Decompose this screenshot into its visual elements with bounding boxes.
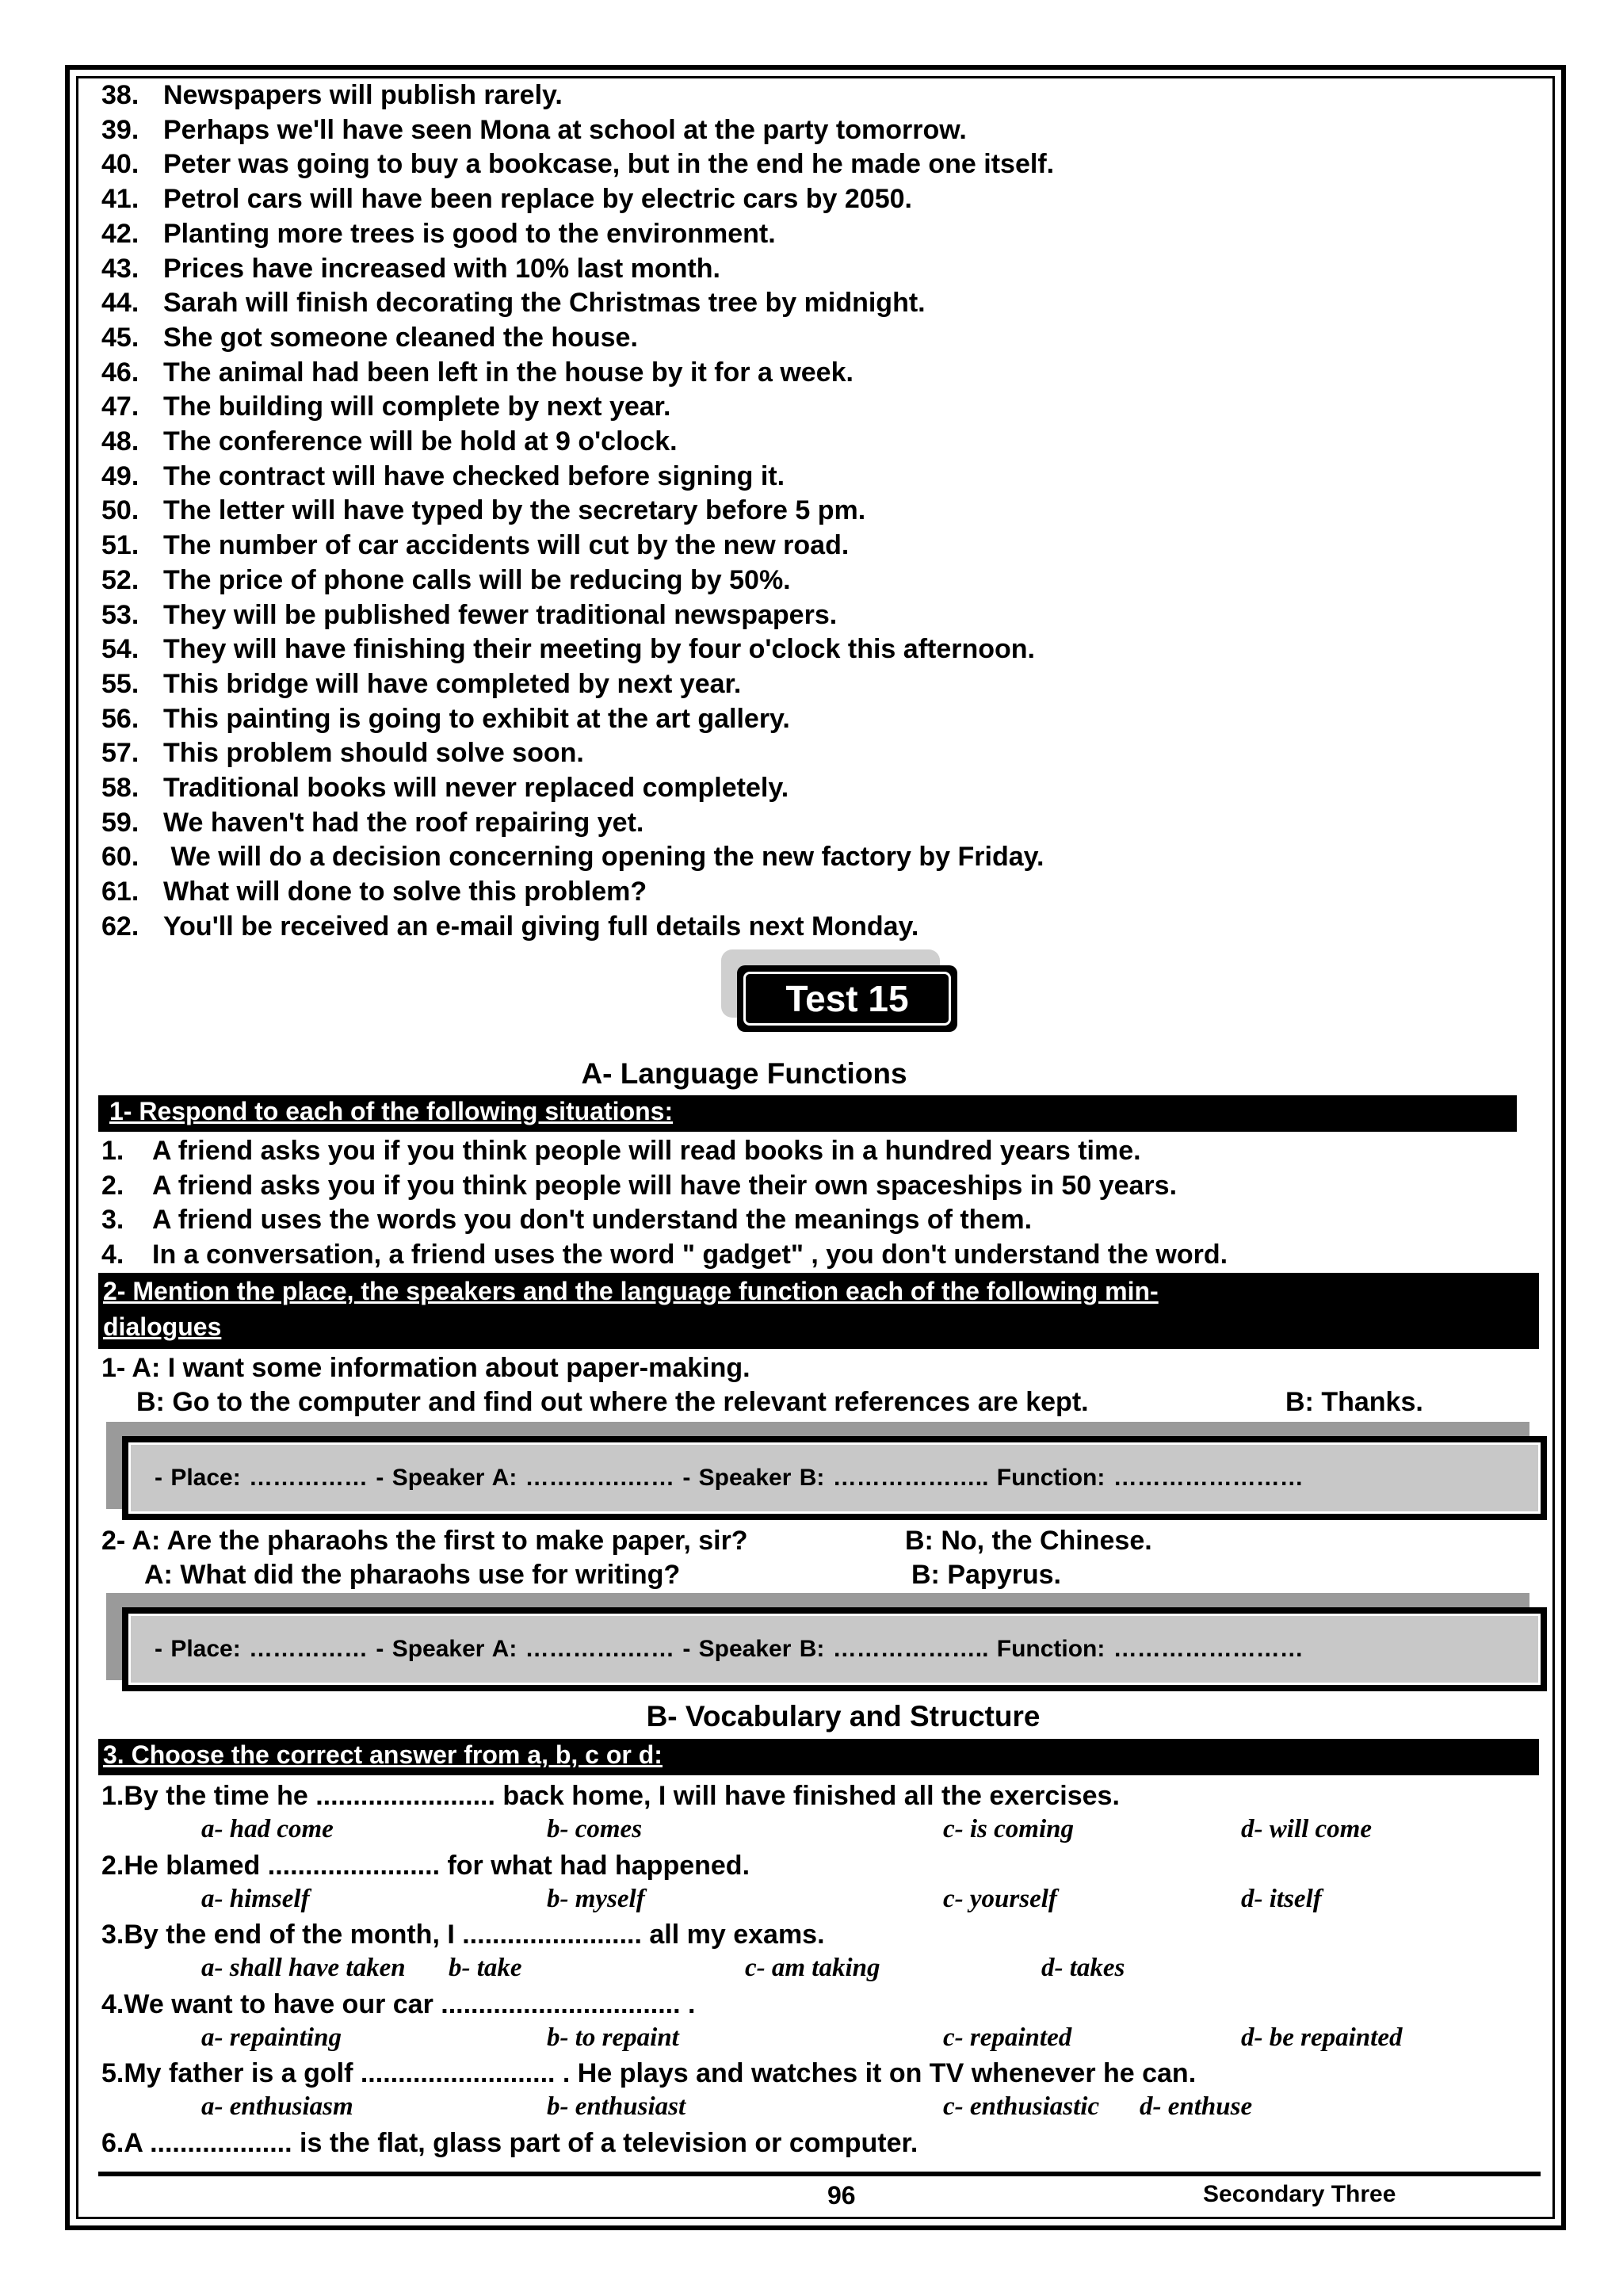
list-item-text: Peter was going to buy a bookcase, but in the end he made one itself.	[163, 149, 1055, 180]
list-item-text: She got someone cleaned the house.	[163, 322, 638, 353]
answer-line-2: - Place: …………… - Speaker A: ………….…… - Speaker B: ……………….. Function: ……………………	[155, 1636, 1304, 1662]
list-item	[101, 633, 1035, 665]
list-item-number: 43.	[101, 253, 139, 284]
list-item-text: This painting is going to exhibit at the art gallery.	[163, 703, 790, 734]
list-item-number: 39.	[101, 114, 139, 145]
list-item-text: This problem should solve soon.	[163, 738, 584, 769]
list-item-number: 51.	[101, 530, 139, 561]
list-item-number: 50.	[101, 495, 139, 526]
mcq-question: 3.By the end of the month, I ........................ all my exams.	[101, 1920, 825, 1950]
list-item-text: Perhaps we'll have seen Mona at school at the party tomorrow.	[163, 114, 967, 145]
q2-header	[98, 1273, 1539, 1349]
test-badge-box	[737, 965, 957, 1032]
mcq-option-d: d- be repainted	[1241, 2023, 1403, 2052]
list-item-number: 40.	[101, 149, 139, 180]
list-item-number: 45.	[101, 322, 139, 353]
list-item-text: Petrol cars will have been replace by electric cars by 2050.	[163, 184, 912, 215]
q2-header-line1: 2- Mention the place, the speakers and the language function each of the following min-	[103, 1277, 1159, 1305]
list-item	[101, 529, 849, 561]
list-item	[101, 391, 670, 422]
footer-label: Secondary Three	[1203, 2181, 1396, 2207]
list-item	[101, 772, 789, 804]
situation-item	[101, 1170, 1177, 1201]
list-item	[101, 253, 720, 285]
list-item-text: We will do a decision concerning opening the new factory by Friday.	[163, 842, 1044, 873]
dialogue1-b2: B: Thanks.	[1285, 1387, 1423, 1417]
situation-number: 4.	[101, 1239, 124, 1270]
mcq-option-c: c- am taking	[745, 1954, 880, 1982]
mcq-option-a: a- had come	[201, 1815, 334, 1843]
list-item-number: 48.	[101, 426, 139, 457]
list-item-text: You'll be received an e-mail giving full details next Monday.	[163, 911, 919, 942]
footer-rule	[98, 2172, 1541, 2176]
dialogue1-a: 1- A: I want some information about paper-making.	[101, 1353, 750, 1383]
situation-item	[101, 1239, 1228, 1270]
list-item-number: 54.	[101, 634, 139, 665]
list-item	[101, 322, 638, 353]
section-a-heading: A- Language Functions	[581, 1057, 907, 1090]
situation-text: In a conversation, a friend uses the word " gadget" , you don't understand the word.	[152, 1239, 1228, 1270]
answer-box-2	[122, 1607, 1547, 1691]
test-title: Test 15	[743, 972, 951, 1026]
mcq-question: 5.My father is a golf .......................... . He plays and watches it on TV whenever he can.	[101, 2058, 1197, 2088]
list-item-number: 52.	[101, 564, 139, 595]
q2-header-line2: dialogues	[103, 1312, 222, 1341]
list-item-number: 49.	[101, 460, 139, 491]
list-item	[101, 148, 1054, 180]
list-item	[101, 287, 926, 319]
mcq-option-c: c- is coming	[943, 1815, 1074, 1843]
list-item-text: Traditional books will never replaced completely.	[163, 773, 789, 803]
q3-header: 3. Choose the correct answer from a, b, c or d:	[98, 1739, 1539, 1775]
list-item-number: 60.	[101, 842, 139, 873]
list-item	[101, 876, 647, 907]
list-item-text: The letter will have typed by the secretary before 5 pm.	[163, 495, 866, 526]
list-item-text: This bridge will have completed by next year.	[163, 668, 742, 699]
mcq-option-a: a- enthusiasm	[201, 2092, 353, 2121]
mcq-option-d: d- enthuse	[1140, 2092, 1253, 2121]
mcq-option-b: b- myself	[547, 1884, 645, 1913]
list-item	[101, 807, 643, 839]
situation-number: 1.	[101, 1136, 124, 1166]
list-item	[101, 218, 776, 250]
list-item-number: 47.	[101, 392, 139, 422]
list-item-text: Newspapers will publish rarely.	[163, 80, 563, 110]
list-item	[101, 911, 918, 942]
situation-item	[101, 1135, 1141, 1167]
list-item-number: 53.	[101, 599, 139, 630]
list-item	[101, 737, 584, 769]
dialogue1-b: B: Go to the computer and find out where the relevant references are kept.	[136, 1387, 1089, 1417]
dialogue2-a2: A: What did the pharaohs use for writing?	[144, 1560, 681, 1590]
situation-text: A friend asks you if you think people will have their own spaceships in 50 years.	[152, 1170, 1178, 1201]
list-item	[101, 183, 912, 215]
list-item	[101, 495, 865, 526]
page-number: 96	[827, 2181, 856, 2210]
list-item-number: 56.	[101, 703, 139, 734]
list-item-number: 41.	[101, 184, 139, 215]
list-item	[101, 114, 967, 146]
list-item-number: 42.	[101, 218, 139, 249]
mcq-question: 2.He blamed ....................... for what had happened.	[101, 1850, 750, 1881]
list-item-text: The animal had been left in the house by it for a week.	[163, 357, 854, 388]
list-item-text: What will done to solve this problem?	[163, 877, 647, 907]
dialogue2-b1: B: No, the Chinese.	[905, 1526, 1152, 1556]
list-item-number: 55.	[101, 668, 139, 699]
list-item	[101, 668, 741, 700]
list-item-text: The conference will be hold at 9 o'clock.	[163, 426, 678, 457]
mcq-option-d: d- will come	[1241, 1815, 1372, 1843]
list-item	[101, 357, 854, 388]
mcq-option-d: d- itself	[1241, 1884, 1322, 1913]
list-item-number: 62.	[101, 911, 139, 942]
answer-line-1: - Place: …………… - Speaker A: ………….…… - Speaker B: ……………….. Function: ……………………	[155, 1465, 1304, 1491]
mcq-option-d: d- takes	[1041, 1954, 1125, 1982]
mcq-option-c: c- enthusiastic	[943, 2092, 1100, 2121]
situation-item	[101, 1204, 1032, 1236]
list-item-text: The number of car accidents will cut by the new road.	[163, 530, 850, 561]
list-item-number: 61.	[101, 877, 139, 907]
mcq-question: 6.A ................... is the flat, glass part of a television or computer.	[101, 2127, 918, 2158]
list-item-number: 59.	[101, 807, 139, 838]
list-item-text: They will be published fewer traditional newspapers.	[163, 599, 838, 630]
q1-header: 1- Respond to each of the following situations:	[98, 1095, 1517, 1132]
list-item-text: We haven't had the roof repairing yet.	[163, 807, 644, 838]
mcq-option-c: c- yourself	[943, 1884, 1057, 1913]
mcq-option-a: a- repainting	[201, 2023, 342, 2052]
mcq-option-a: a- shall have taken	[201, 1954, 406, 1982]
list-item	[101, 460, 785, 492]
list-item-number: 44.	[101, 288, 139, 319]
mcq-question: 1.By the time he ........................ back home, I will have finished all the exercises.	[101, 1781, 1120, 1811]
list-item-number: 46.	[101, 357, 139, 388]
list-item-text: The contract will have checked before signing it.	[163, 460, 785, 491]
list-item-text: They will have finishing their meeting by four o'clock this afternoon.	[163, 634, 1036, 665]
list-item	[101, 599, 837, 631]
mcq-option-a: a- himself	[201, 1884, 310, 1913]
list-item-text: Prices have increased with 10% last month.	[163, 253, 720, 284]
list-item-number: 57.	[101, 738, 139, 769]
mcq-option-b: b- take	[449, 1954, 522, 1982]
section-b-heading: B- Vocabulary and Structure	[646, 1700, 1041, 1733]
mcq-question: 4.We want to have our car ................................ .	[101, 1988, 696, 2019]
list-item-number: 58.	[101, 773, 139, 803]
situation-text: A friend asks you if you think people will read books in a hundred years time.	[152, 1136, 1141, 1166]
list-item	[101, 841, 1044, 873]
dialogue2-a1: 2- A: Are the pharaohs the first to make paper, sir?	[101, 1526, 748, 1556]
mcq-option-c: c- repainted	[943, 2023, 1072, 2052]
situation-text: A friend uses the words you don't understand the meanings of them.	[152, 1205, 1033, 1235]
answer-box-1	[122, 1436, 1547, 1520]
list-item	[101, 703, 790, 735]
list-item	[101, 426, 678, 457]
mcq-option-b: b- enthusiast	[547, 2092, 686, 2121]
list-item-text: Sarah will finish decorating the Christmas tree by midnight.	[163, 288, 926, 319]
list-item-text: The building will complete by next year.	[163, 392, 671, 422]
situation-number: 2.	[101, 1170, 124, 1201]
list-item-text: Planting more trees is good to the environment.	[163, 218, 776, 249]
list-item	[101, 564, 791, 596]
situation-number: 3.	[101, 1205, 124, 1235]
list-item	[101, 79, 563, 111]
dialogue2-b2: B: Papyrus.	[911, 1560, 1061, 1590]
list-item-number: 38.	[101, 80, 139, 110]
mcq-option-b: b- to repaint	[547, 2023, 679, 2052]
mcq-option-b: b- comes	[547, 1815, 643, 1843]
list-item-text: The price of phone calls will be reducing by 50%.	[163, 564, 791, 595]
